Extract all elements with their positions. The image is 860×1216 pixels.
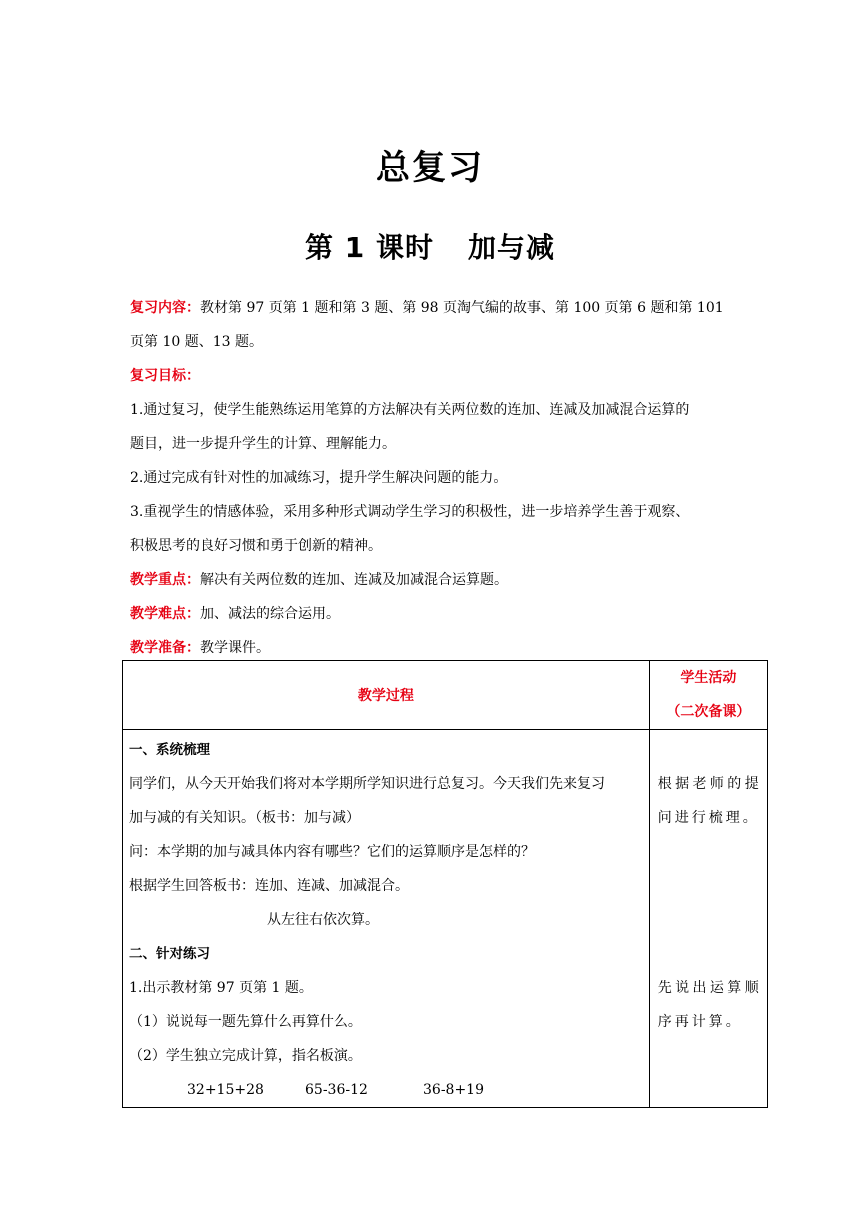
section-title: 一、系统梳理 <box>129 742 210 758</box>
expression: 65-36-12 <box>305 1082 368 1098</box>
process-line: 根据学生回答板书：连加、连减、加减混合。 <box>129 878 409 894</box>
difficulty <box>130 597 740 631</box>
process-line: 问：本学期的加与减具体内容有哪些？它们的运算顺序是怎样的？ <box>129 844 535 860</box>
header-teaching-process: 教学过程 <box>123 661 650 730</box>
expression-row <box>129 1073 643 1107</box>
goal-line: 2.通过完成有针对性的加减练习，提升学生解决问题的能力。 <box>130 470 508 486</box>
review-content <box>130 291 740 325</box>
lesson-plan-table <box>122 660 768 1108</box>
table-header-row <box>123 661 768 730</box>
student-activity-cell <box>649 730 767 1108</box>
goal-line: 积极思考的良好习惯和勇于创新的精神。 <box>130 538 382 554</box>
lesson-number: 第 1 课时 <box>305 231 434 264</box>
process-line: 加与减的有关知识。（板书：加与减） <box>129 810 360 826</box>
section-title: 二、针对练习 <box>129 946 210 962</box>
process-line: （2）学生独立完成计算，指名板演。 <box>129 1048 362 1064</box>
review-content-line1: 教材第 97 页第 1 题和第 3 题、第 98 页淘气编的故事、第 100 页第 6 题和第 101 <box>200 300 724 316</box>
page-title: 总复习 <box>376 148 484 188</box>
key-point-text: 解决有关两位数的连加、连减及加减混合运算题。 <box>200 572 508 588</box>
key-point <box>130 563 740 597</box>
side-note: 先说出运算顺序再计算。 <box>657 980 762 1030</box>
process-line: 1.出示教材第 97 页第 1 题。 <box>129 980 313 996</box>
goal-line: 题目，进一步提升学生的计算、理解能力。 <box>130 436 396 452</box>
process-line: 同学们，从今天开始我们将对本学期所学知识进行总复习。今天我们先来复习 <box>129 776 605 792</box>
preparation-label: 教学准备： <box>130 640 200 656</box>
difficulty-text: 加、减法的综合运用。 <box>200 606 340 622</box>
lesson-meta <box>130 291 740 665</box>
review-content-cont: 页第 10 题、13 题。 <box>130 334 263 350</box>
difficulty-label: 教学难点： <box>130 606 200 622</box>
preparation-text: 教学课件。 <box>200 640 270 656</box>
teaching-process-cell <box>123 730 650 1108</box>
header-side-line2: （二次备课） <box>666 704 751 720</box>
expression: 36-8+19 <box>423 1082 484 1098</box>
table-body-row <box>123 730 768 1108</box>
header-side-line1: 学生活动 <box>680 670 737 686</box>
goal-line: 1.通过复习，使学生能熟练运用笔算的方法解决有关两位数的连加、连减及加减混合运算的 <box>130 402 690 418</box>
process-line: 从左往右依次算。 <box>267 912 379 928</box>
header-student-activity <box>649 661 767 730</box>
review-goals-label: 复习目标： <box>130 368 200 384</box>
review-content-label: 复习内容： <box>130 300 200 316</box>
goal-line: 3.重视学生的情感体验，采用多种形式调动学生学习的积极性，进一步培养学生善于观察、 <box>130 504 690 520</box>
process-line: （1）说说每一题先算什么再算什么。 <box>129 1014 362 1030</box>
expression: 32+15+28 <box>187 1082 264 1098</box>
lesson-topic: 加与减 <box>467 231 555 264</box>
lesson-subtitle <box>0 226 860 266</box>
side-note: 根据老师的提问进行梳理。 <box>657 776 762 826</box>
key-point-label: 教学重点： <box>130 572 200 588</box>
